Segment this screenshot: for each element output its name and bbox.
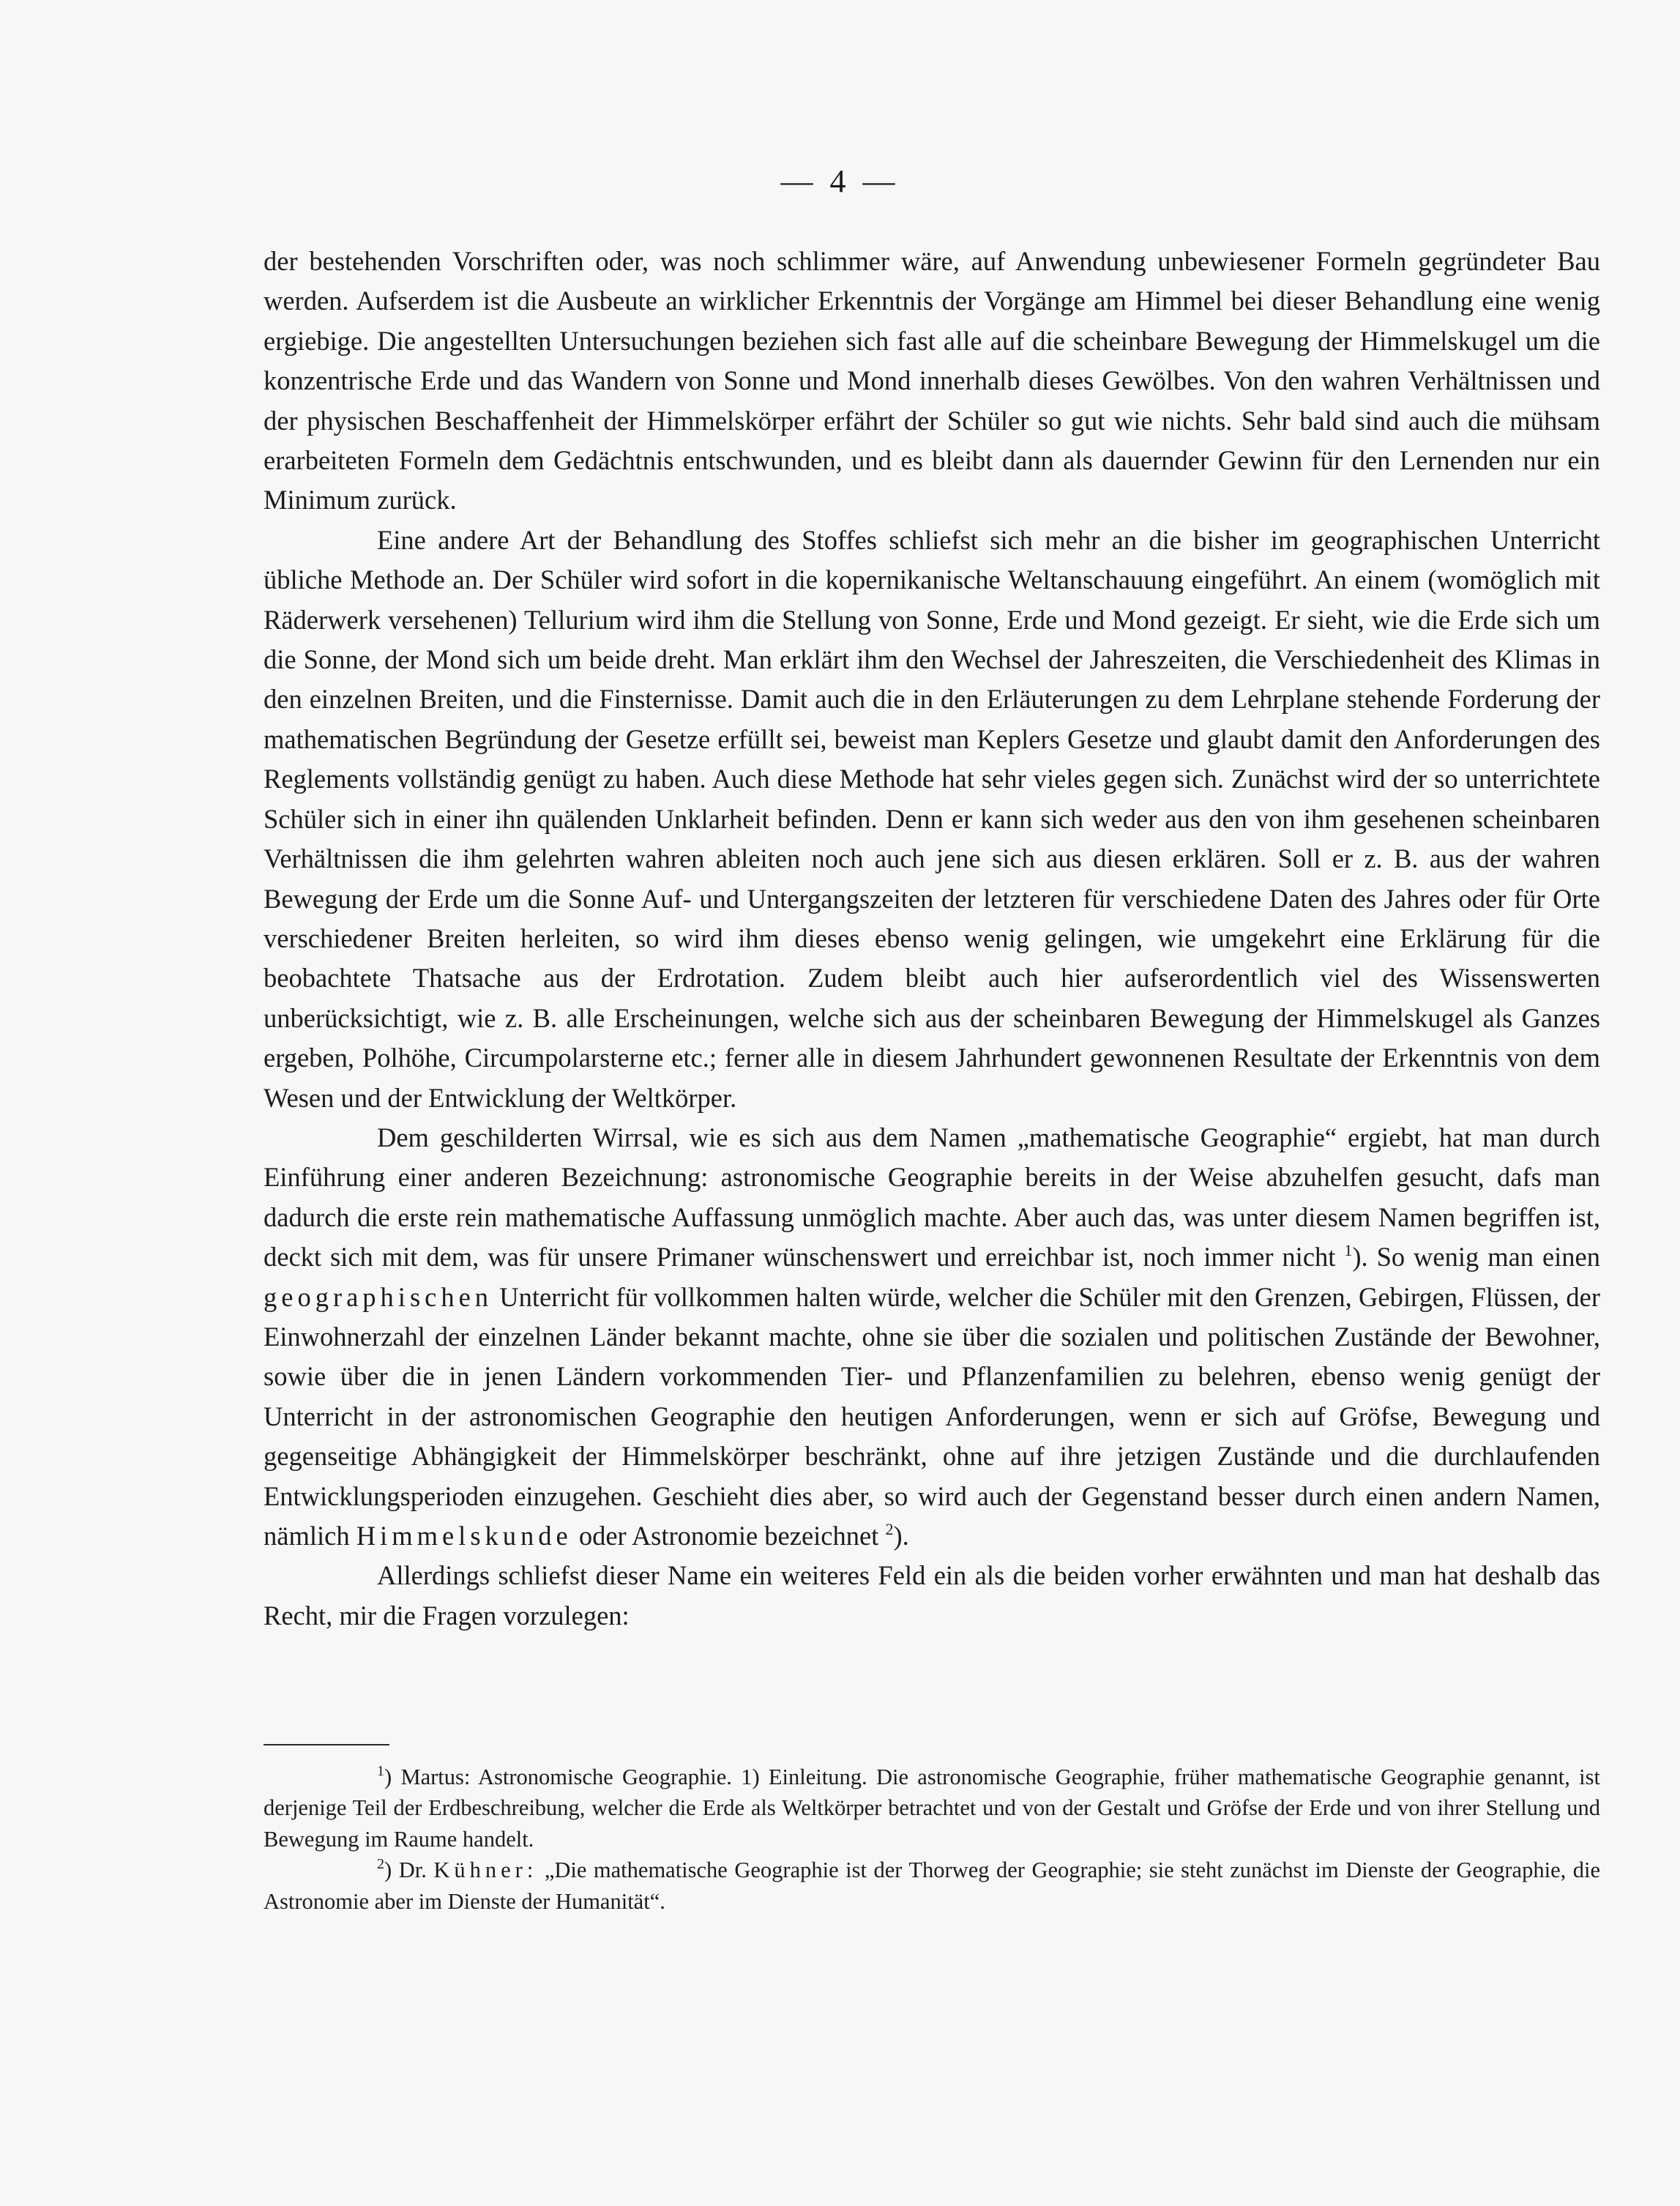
footnote-ref-2[interactable]: 2 — [885, 1520, 894, 1538]
paragraph-3-part-2: . So wenig man einen — [1361, 1242, 1601, 1272]
paragraph-3-part-4: oder Astronomie bezeichnet — [578, 1521, 879, 1551]
footnote-1-mark: 1 — [377, 1763, 384, 1779]
paragraph-3: Dem geschilderten Wirrsal, wie es sich aus dem Namen „mathematische Geographie“ ergiebt, hat man durch Einführung einer anderen Bezeichnung: astronomische Geographie bereits in der Weise abzuhelfen gesucht, dafs man dadurch die erste rein mathematische Auffassung unmöglich machte. Aber auch das, was unter diesem Namen begriffen ist, deckt sich mit dem, was für unsere Primaner wünschenswert und erreichbar ist, noch immer nicht $^1$). So wenig man einen geographischen Unterricht für vollkommen halten würde, welcher die Schüler mit den Grenzen, Gebirgen, Flüssen, der Einwohnerzahl der einzelnen Länder bekannt machte, ohne sie über die sozialen und politischen Zustände der Bewohner, sowie über die in jenen Ländern vorkommenden Tier- und Pflanzenfamilien zu belehren, ebenso wenig genügt der Unterricht in der astronomischen Geographie den heutigen Anforderungen, wenn er sich auf Gröfse, Bewegung und gegenseitige Abhängigkeit der Himmelskörper beschränkt, ohne auf ihre jetzigen Zustände und die durchlaufenden Entwicklungsperioden einzugehen. Geschieht dies aber, so wird auch der Gegenstand besser durch einen andern Namen, nämlich Himmelskunde oder Astronomie bezeichnet $^2$). — [264, 1122, 1601, 1551]
footnote-2-lead: Dr. — [398, 1857, 427, 1883]
paragraph-3-part-3: Unterricht für vollkommen halten würde, welcher die Schüler mit den Grenzen, Gebirgen, Flüssen, der Einwohnerzahl der einzelnen Länder bekannt machte, ohne sie über die sozialen und politischen Zustände der Bewohner, sowie über die in jenen Ländern vorkommenden Tier- und Pflanzenfamilien zu belehren, ebenso wenig genügt der Unterricht in der astronomischen Geographie den heutigen Anforderungen, wenn er sich auf Gröfse, Bewegung und gegenseitige Abhängigkeit der Himmelskörper beschränkt, ohne auf ihre jetzigen Zustände und die durchlaufenden Entwicklungsperioden einzugehen. Geschieht dies aber, so wird auch der Gegenstand besser durch einen andern Namen, nämlich — [264, 1281, 1601, 1551]
paragraph-4: Allerdings schliefst dieser Name ein weiteres Feld ein als die beiden vorher erwähnten und man hat deshalb das Recht, mir die Fragen vorzulegen: — [264, 1560, 1600, 1631]
footnote-2: $^2$) Dr. Kühner: „Die mathematische Geographie ist der Thorweg der Geographie; sie steht zunächst im Dienste der Geographie, die Astronomie aber im Dienste der Humanität“. — [264, 1856, 1601, 1914]
footnote-2-mark: 2 — [377, 1856, 384, 1873]
footnote-2-text: „Die mathematische Geographie ist der Thorweg der Geographie; sie steht zunächst im Dienste der Geographie, die Astronomie aber im Dienste der Humanität“. — [264, 1857, 1601, 1914]
footnote-1-text: Martus: Astronomische Geographie. 1) Einleitung. Die astronomische Geographie, früher mathematische Geographie genannt, ist derjenige Teil der Erdbeschreibung, welcher die Erde als Weltkörper betrachtet und von der Gestalt und Gröfse der Erde und von ihrer Stellung und Bewegung im Raume handelt. — [264, 1765, 1600, 1852]
paragraph-3-part-1: Dem geschilderten Wirrsal, wie es sich aus dem Namen „mathematische Geographie“ ergiebt, hat man durch Einführung einer anderen Bezeichnung: astronomische Geographie bereits in der Weise abzuhelfen gesucht, dafs man dadurch die erste rein mathematische Auffassung unmöglich machte. Aber auch das, was unter diesem Namen begriffen ist, deckt sich mit dem, was für unsere Primaner wünschenswert und erreichbar ist, noch immer nicht — [264, 1122, 1600, 1272]
footnote-1: $^1$) Martus: Astronomische Geographie. 1) Einleitung. Die astronomische Geographie, früher mathematische Geographie genannt, ist derjenige Teil der Erdbeschreibung, welcher die Erde als Weltkörper betrachtet und von der Gestalt und Gröfse der Erde und von ihrer Stellung und Bewegung im Raume handelt. — [264, 1763, 1600, 1852]
paragraph-3-part-5: . — [902, 1521, 909, 1551]
emphasis-himmelskunde: Himmelskunde — [356, 1521, 572, 1551]
emphasis-geographischen: geographischen — [264, 1281, 493, 1312]
paragraph-1: der bestehenden Vorschriften oder, was noch schlimmer wäre, auf Anwendung unbewiesener Formeln gegründeter Bau werden. Aufserdem ist die Ausbeute an wirklicher Erkenntnis der Vorgänge am Himmel bei dieser Behandlung eine wenig ergiebige. Die angestellten Untersuchungen beziehen sich fast alle auf die scheinbare Bewegung der Himmelskugel um die konzentrische Erde und das Wandern von Sonne und Mond innerhalb dieses Gewölbes. Von den wahren Verhältnissen und der physischen Beschaffenheit der Himmelskörper erfährt der Schüler so gut wie nichts. Sehr bald sind auch die mühsam erarbeiteten Formeln dem Gedächtnis entschwunden, und es bleibt dann als dauernder Gewinn für den Lernenden nur ein Minimum zurück. — [264, 246, 1600, 515]
paragraph-2: Eine andere Art der Behandlung des Stoffes schliefst sich mehr an die bisher im geographischen Unterricht übliche Methode an. Der Schüler wird sofort in die kopernikanische Weltanschauung eingeführt. An einem (womöglich mit Räderwerk versehenen) Tellurium wird ihm die Stellung von Sonne, Erde und Mond gezeigt. Er sieht, wie die Erde sich um die Sonne, der Mond sich um beide dreht. Man erklärt ihm den Wechsel der Jahreszeiten, die Verschiedenheit des Klimas in den einzelnen Breiten, und die Finsternisse. Damit auch die in den Erläuterungen zu dem Lehrplane stehende Forderung der mathematischen Begründung der Gesetze erfüllt sei, beweist man Keplers Gesetze und glaubt damit den Anforderungen des Reglements vollständig genügt zu haben. Auch diese Methode hat sehr vieles gegen sich. Zunächst wird der so unterrichtete Schüler sich in einer ihn quälenden Unklarheit befinden. Denn er kann sich weder aus den von ihm gesehenen scheinbaren Verhältnissen die ihm gelehrten wahren ableiten noch auch jene sich aus diesen erklären. Soll er z. B. aus der wahren Bewegung der Erde um die Sonne Auf- und Untergangszeiten der letzteren für verschiedene Daten des Jahres oder für Orte verschiedener Breiten herleiten, so wird ihm dieses ebenso wenig gelingen, wie umgekehrt eine Erklärung für die beobachtete Thatsache aus der Erdrotation. Zudem bleibt auch hier aufserordentlich viel des Wissenswerten unberücksichtigt, wie z. B. alle Erscheinungen, welche sich aus der scheinbaren Bewegung der Himmelskugel als Ganzes ergeben, Polhöhe, Circumpolarsterne etc.; ferner alle in diesem Jahrhundert gewonnenen Resultate der Erkenntnis von dem Wesen und der Entwicklung der Weltkörper. — [264, 524, 1600, 1113]
footnote-divider — [264, 1744, 389, 1745]
body-text — [264, 242, 1600, 1636]
footnotes — [264, 1762, 1600, 1917]
footnote-2-author: Kühner: — [433, 1857, 538, 1883]
footnote-ref-1[interactable]: 1 — [1344, 1241, 1353, 1260]
page-number: — 4 — — [780, 163, 900, 199]
